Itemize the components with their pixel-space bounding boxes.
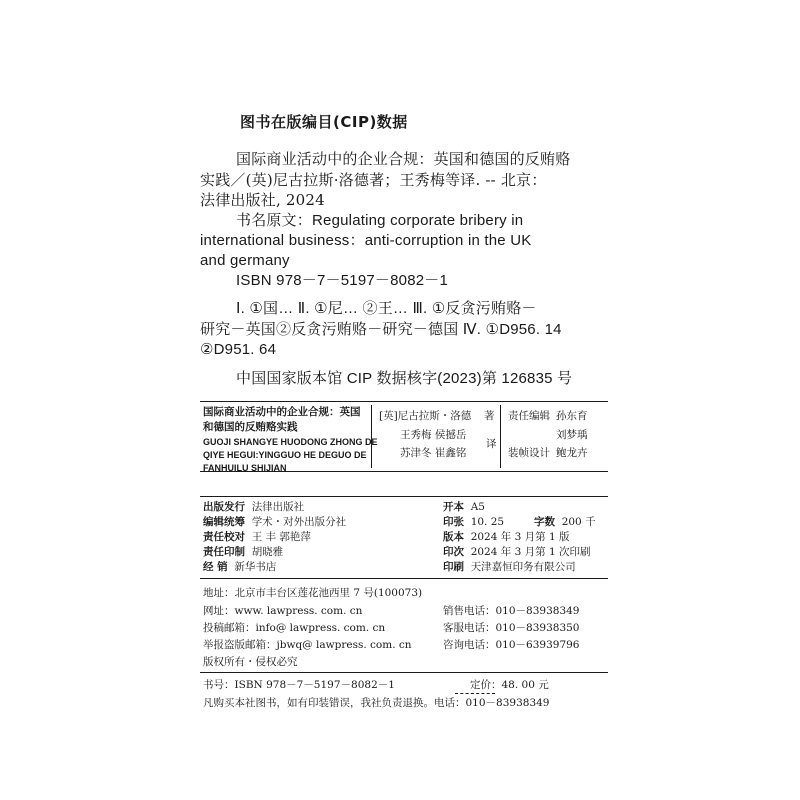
translators-2: 苏津冬 崔鑫铭 bbox=[400, 447, 467, 459]
return-notice: 凡购买本社图书，如有印装错误，我社负责退换。电话：010－83938349 bbox=[203, 697, 550, 709]
publish-left-row: 编辑统筹 学术・对外出版分社 bbox=[203, 516, 347, 528]
design-name: 鲍龙卉 bbox=[556, 447, 588, 459]
consult-phone: 咨询电话：010－63939796 bbox=[443, 639, 580, 651]
cip-original-title-line: 书名原文：Regulating corporate bribery in bbox=[236, 212, 524, 229]
cip-author-line: 实践／(英)尼古拉斯·洛德著；王秀梅等译. -- 北京： bbox=[200, 171, 547, 189]
publish-right-row: 印次 2024 年 3 月第 1 次印刷 bbox=[443, 546, 591, 558]
rule-publish-bottom bbox=[200, 578, 608, 579]
translators: 王秀梅 侯撼岳 bbox=[400, 429, 467, 441]
publish-right-row: 印刷 天津嘉恒印务有限公司 bbox=[443, 561, 576, 573]
publish-right-row: 印张 10. 25 bbox=[443, 516, 505, 528]
rule-mid bbox=[200, 471, 608, 472]
report-email: 举报盗版邮箱：jbwq@ lawpress. com. cn bbox=[203, 639, 412, 651]
publish-right-row: 版本 2024 年 3 月第 1 版 bbox=[443, 531, 570, 543]
publish-words-row: 字数 200 千 bbox=[534, 516, 596, 528]
service-phone: 客服电话：010－83938350 bbox=[443, 622, 580, 634]
cip-classification-line: ②D951. 64 bbox=[200, 341, 277, 358]
cip-heading: 图书在版编目(CIP)数据 bbox=[240, 113, 408, 131]
author-role: 著 bbox=[484, 410, 495, 422]
box-divider bbox=[500, 405, 501, 468]
book-title-pinyin: GUOJI SHANGYE HUODONG ZHONG DE bbox=[203, 437, 378, 447]
cip-classification-line: 研究－英国②反贪污贿赂－研究－德国 Ⅳ. ①D956. 14 bbox=[200, 321, 562, 338]
book-title-pinyin-2: QIYE HEGUI:YINGGUO HE DEGUO DE bbox=[203, 450, 367, 460]
rule-top bbox=[200, 401, 608, 402]
author-name: [英]尼古拉斯・洛德 bbox=[379, 410, 472, 422]
cip-title-line: 国际商业活动中的企业合规：英国和德国的反贿赂 bbox=[236, 150, 571, 168]
rule-publish-top bbox=[200, 496, 608, 497]
submission-email: 投稿邮箱：info@ lawpress. com. cn bbox=[203, 622, 386, 634]
book-title-pinyin-3: FANHUILU SHIJIAN bbox=[203, 463, 287, 473]
cip-original-title-line-2: international business：anti-corruption in the UK bbox=[200, 232, 532, 249]
address: 地址：北京市丰台区莲花池西里 7 号(100073) bbox=[203, 587, 423, 599]
rule-footer-top bbox=[200, 672, 608, 673]
editor-name-2: 刘梦瑀 bbox=[556, 429, 588, 441]
cip-publisher-line: 法律出版社, 2024 bbox=[200, 191, 325, 209]
dashed-rule bbox=[455, 693, 495, 694]
cip-data-number: 中国国家版本馆 CIP 数据核字(2023)第 126835 号 bbox=[236, 370, 573, 387]
book-number: 书号：ISBN 978－7－5197－8082－1 bbox=[203, 679, 395, 691]
cip-original-title-line-3: and germany bbox=[200, 252, 290, 269]
book-title-cn: 国际商业活动中的企业合规：英国 bbox=[203, 406, 361, 418]
publish-left-row: 责任校对 王 丰 郭艳萍 bbox=[203, 531, 311, 543]
publish-left-row: 责任印制 胡晓雅 bbox=[203, 546, 284, 558]
publish-left-row: 出版发行 法律出版社 bbox=[203, 501, 305, 513]
box-divider bbox=[371, 405, 372, 468]
publish-left-row: 经 销 新华书店 bbox=[203, 561, 277, 573]
editor-name: 孙东育 bbox=[556, 410, 588, 422]
website: 网址：www. lawpress. com. cn bbox=[203, 605, 363, 617]
copyright: 版权所有・侵权必究 bbox=[203, 656, 298, 668]
book-title-cn-2: 和德国的反贿赂实践 bbox=[203, 421, 298, 433]
publish-right-row: 开本 A5 bbox=[443, 501, 485, 513]
sales-phone: 销售电话：010－83938349 bbox=[443, 605, 580, 617]
cip-isbn-line: ISBN 978－7－5197－8082－1 bbox=[236, 272, 449, 289]
editor-label: 责任编辑 bbox=[508, 410, 550, 422]
translator-role: 译 bbox=[486, 438, 497, 450]
design-label: 装帧设计 bbox=[508, 447, 550, 459]
price: 定价：48. 00 元 bbox=[470, 679, 549, 691]
cip-classification-line: Ⅰ. ①国… Ⅱ. ①尼… ②王… Ⅲ. ①反贪污贿赂－ bbox=[236, 300, 537, 317]
